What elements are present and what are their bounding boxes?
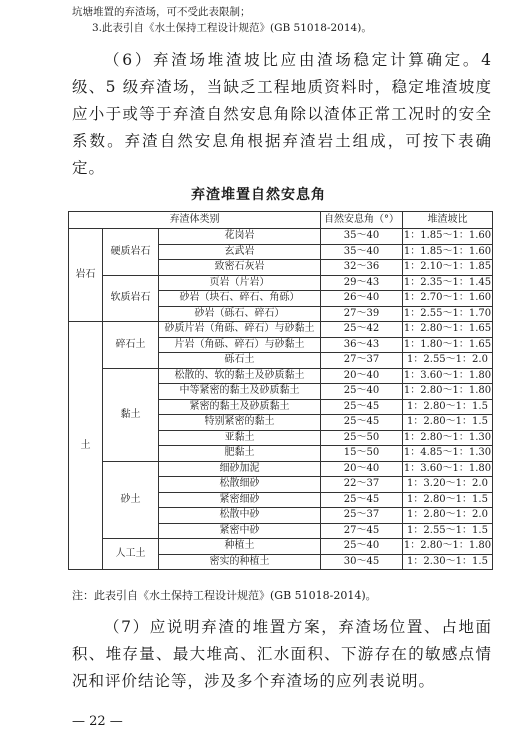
table-note: 注：此表引自《水土保持工程设计规范》(GB 51018-2014)。 <box>72 589 377 602</box>
row-angle: 25～40 <box>321 384 403 400</box>
row-slope: 1：2.80～1：1.5 <box>403 415 493 431</box>
subgroup-gravel-soil: 碎石土 <box>103 322 159 369</box>
row-name: 片岩（角砾、碎石）与砂黏土 <box>159 337 321 353</box>
paragraph-6: （6）弃渣场堆渣坡比应由渣场稳定计算确定。4 级、5 级弃渣场，当缺乏工程地质资料时，稳定堆渣坡度应小于或等于弃渣自然安息角除以渣体正常工况时的安全系数。弃渣自然安息角根据弃渣岩土组成，可按下表确定。 <box>72 51 492 177</box>
row-slope: 1：2.70～1：1.60 <box>403 291 493 307</box>
row-name: 紧密的黏土及砂质黏土 <box>159 399 321 415</box>
table-row <box>69 368 493 384</box>
row-slope: 1：2.35～1：1.45 <box>403 275 493 291</box>
row-angle: 20～40 <box>321 461 403 477</box>
row-name: 种植土 <box>159 539 321 555</box>
row-slope: 1：1.85～1：1.60 <box>403 244 493 260</box>
row-angle: 35～40 <box>321 229 403 245</box>
row-angle: 27～45 <box>321 523 403 539</box>
row-angle: 36～43 <box>321 337 403 353</box>
row-name: 松散中砂 <box>159 508 321 524</box>
row-slope: 1：2.80～1：1.80 <box>403 384 493 400</box>
row-name: 砂质片岩（角砾、碎石）与砂黏土 <box>159 322 321 338</box>
row-name: 玄武岩 <box>159 244 321 260</box>
row-name: 致密石灰岩 <box>159 260 321 276</box>
row-angle: 35～40 <box>321 244 403 260</box>
row-name: 紧密细砂 <box>159 492 321 508</box>
row-angle: 27～39 <box>321 306 403 322</box>
header-slope: 堆渣坡比 <box>403 212 493 229</box>
top-note-1: 坑塘堆置的弃渣场，可不受此表限制； <box>72 6 251 18</box>
table-row <box>69 275 493 291</box>
row-angle: 25～40 <box>321 539 403 555</box>
group-rock: 岩石 <box>69 229 103 322</box>
subgroup-sand: 砂土 <box>103 461 159 539</box>
row-slope: 1：1.85～1：1.60 <box>403 229 493 245</box>
row-name: 中等紧密的黏土及砂质黏土 <box>159 384 321 400</box>
row-angle: 30～45 <box>321 554 403 570</box>
subgroup-hard-rock: 硬质岩石 <box>103 229 159 276</box>
row-name: 松散细砂 <box>159 477 321 493</box>
row-slope: 1：2.80～1：1.80 <box>403 539 493 555</box>
row-angle: 15～50 <box>321 446 403 462</box>
row-angle: 25～50 <box>321 430 403 446</box>
table-title: 弃渣堆置自然安息角 <box>191 187 326 203</box>
row-angle: 25～42 <box>321 322 403 338</box>
row-angle: 29～43 <box>321 275 403 291</box>
row-name: 密实的种植土 <box>159 554 321 570</box>
subgroup-fill-soil: 人工土 <box>103 539 159 570</box>
row-angle: 25～45 <box>321 415 403 431</box>
row-angle: 32～36 <box>321 260 403 276</box>
table-row <box>69 461 493 477</box>
row-angle: 25～45 <box>321 492 403 508</box>
table-row <box>69 539 493 555</box>
row-angle: 26～40 <box>321 291 403 307</box>
table-row <box>69 229 493 245</box>
row-slope: 1：1.80～1：1.65 <box>403 337 493 353</box>
row-slope: 1：2.80～1：1.30 <box>403 430 493 446</box>
row-name: 砂岩（块石、碎石、角砾） <box>159 291 321 307</box>
header-angle: 自然安息角（°） <box>321 212 403 229</box>
paragraph-7: （7）应说明弃渣的堆置方案，弃渣场位置、占地面积、堆存量、最大堆高、汇水面积、下游存在的敏感点情况和评价结论等，涉及多个弃渣场的应列表说明。 <box>72 618 492 690</box>
row-slope: 1：2.30～1：1.5 <box>403 554 493 570</box>
row-slope: 1：4.85～1：1.30 <box>403 446 493 462</box>
row-name: 肥黏土 <box>159 446 321 462</box>
row-name: 细砂加泥 <box>159 461 321 477</box>
row-slope: 1：2.80～1：2.0 <box>403 508 493 524</box>
row-slope: 1：2.55～1：2.0 <box>403 353 493 369</box>
top-note-2: 3.此表引自《水土保持工程设计规范》(GB 51018-2014)。 <box>92 22 372 34</box>
subgroup-clay: 黏土 <box>103 368 159 461</box>
group-soil: 土 <box>69 322 103 570</box>
row-slope: 1：2.80～1：1.65 <box>403 322 493 338</box>
row-name: 砾石土 <box>159 353 321 369</box>
row-name: 花岗岩 <box>159 229 321 245</box>
subgroup-soft-rock: 软质岩石 <box>103 275 159 322</box>
row-slope: 1：3.60～1：1.80 <box>403 461 493 477</box>
row-slope: 1：2.80～1：1.5 <box>403 492 493 508</box>
row-slope: 1：2.80～1：1.5 <box>403 399 493 415</box>
row-name: 砂岩（砾石、碎石） <box>159 306 321 322</box>
row-name: 松散的、软的黏土及砂质黏土 <box>159 368 321 384</box>
row-slope: 1：2.55～1：1.5 <box>403 523 493 539</box>
table-header-row <box>69 212 493 229</box>
angle-of-repose-table <box>68 211 493 570</box>
row-slope: 1：2.55～1：1.70 <box>403 306 493 322</box>
header-type: 弃渣体类别 <box>69 212 321 229</box>
row-slope: 1：3.60～1：1.80 <box>403 368 493 384</box>
row-angle: 25～37 <box>321 508 403 524</box>
row-name: 页岩（片岩） <box>159 275 321 291</box>
row-name: 特别紧密的黏土 <box>159 415 321 431</box>
table-row <box>69 322 493 338</box>
row-angle: 20～40 <box>321 368 403 384</box>
row-name: 紧密中砂 <box>159 523 321 539</box>
row-slope: 1：3.20～1：2.0 <box>403 477 493 493</box>
row-angle: 27～37 <box>321 353 403 369</box>
row-angle: 25～45 <box>321 399 403 415</box>
row-slope: 1：2.10～1：1.85 <box>403 260 493 276</box>
page-number: — 22 — <box>72 714 123 729</box>
row-name: 亚黏土 <box>159 430 321 446</box>
row-angle: 22～37 <box>321 477 403 493</box>
